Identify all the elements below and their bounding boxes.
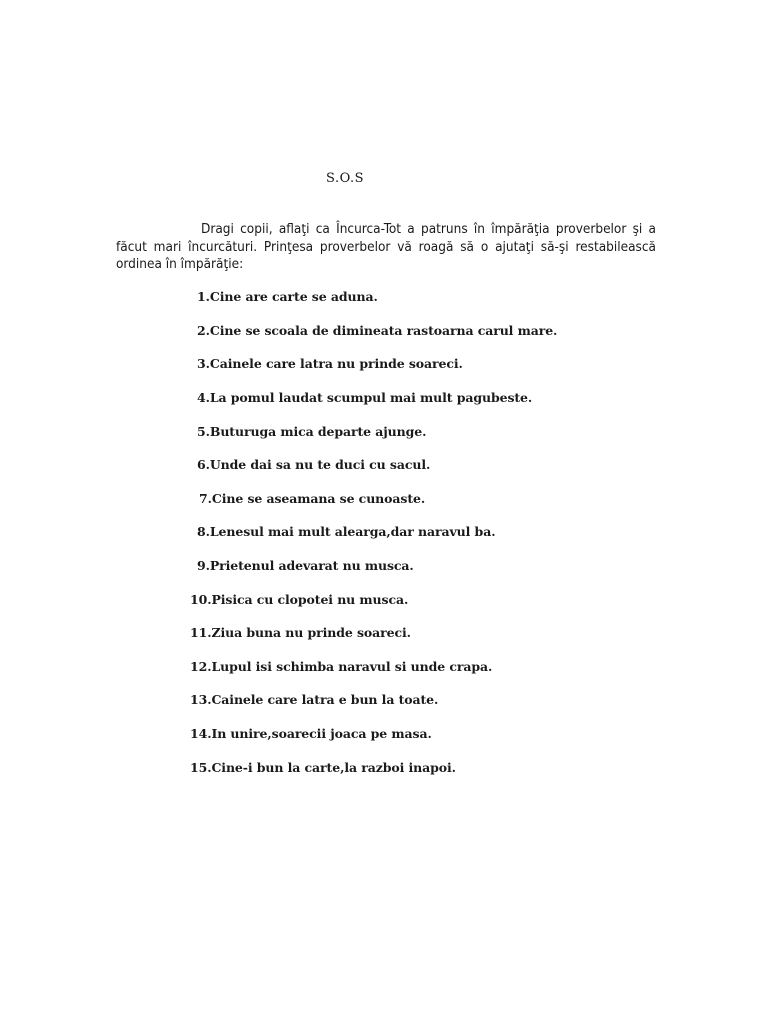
proverb-item-8: 8.Lenesul mai mult alearga,dar naravul ba. [197,524,496,539]
proverb-item-11: 11.Ziua buna nu prinde soareci. [190,625,411,640]
proverb-item-12: 12.Lupul isi schimba naravul si unde crapa. [190,659,493,674]
proverb-item-5: 5.Buturuga mica departe ajunge. [197,424,427,439]
document-title: S.O.S [326,171,365,186]
proverb-item-2: 2.Cine se scoala de dimineata rastoarna carul mare. [197,323,558,338]
proverb-item-14: 14.In unire,soarecii joaca pe masa. [190,726,432,741]
proverb-item-10: 10.Pisica cu clopotei nu musca. [190,592,409,607]
proverb-item-7: 7.Cine se aseamana se cunoaste. [199,491,426,506]
proverb-item-4: 4.La pomul laudat scumpul mai mult pagubeste. [197,390,533,405]
proverb-item-15: 15.Cine-i bun la carte,la razboi inapoi. [190,760,456,775]
proverb-item-1: 1.Cine are carte se aduna. [197,289,378,304]
proverb-item-6: 6.Unde dai sa nu te duci cu sacul. [197,457,431,472]
proverb-item-9: 9.Prietenul adevarat nu musca. [197,558,414,573]
intro-paragraph: Dragi copii, aflaţi ca Încurca-Tot a patruns în împărăţia proverbelor şi a făcut mari încurcături. Prinţesa proverbelor vă roagă să o ajutaţi să-şi restabilească ordinea în împărăţie: [116,221,656,272]
proverb-item-13: 13.Cainele care latra e bun la toate. [190,692,439,707]
proverb-item-3: 3.Cainele care latra nu prinde soareci. [197,356,463,371]
